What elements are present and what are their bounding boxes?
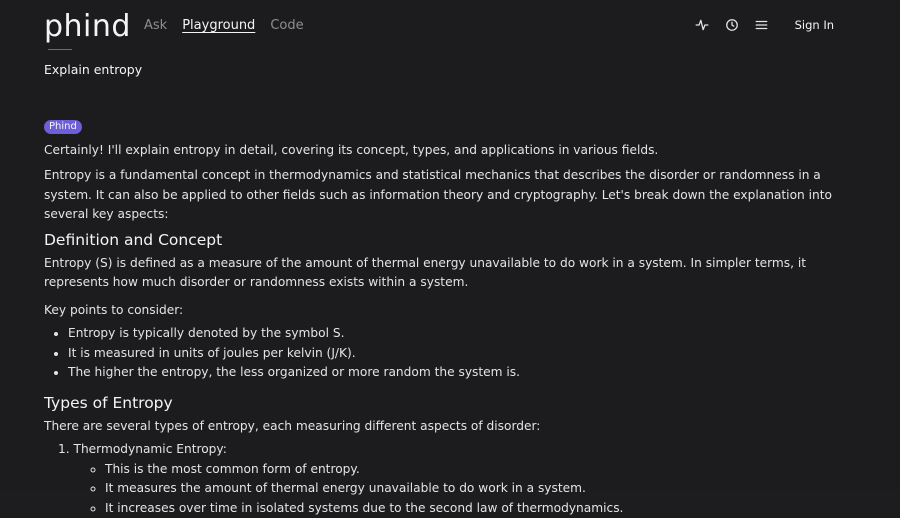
logo-underline bbox=[48, 49, 72, 50]
answer-overview: Entropy is a fundamental concept in thermodynamics and statistical mechanics that describes the disorder or randomness in a system. It can also be applied to other fields such as information theory and cryptography. Let's break down the explanation into several key aspects: bbox=[44, 166, 856, 225]
definition-text: Entropy (S) is defined as a measure of the amount of thermal energy unavailable to do work in a system. In simpler terms, it represents how much disorder or randomness exists within a system. bbox=[44, 254, 856, 293]
menu-icon[interactable] bbox=[753, 16, 771, 34]
list-item: • Entropy is typically denoted by the symbol S. bbox=[68, 324, 856, 344]
clock-icon[interactable] bbox=[723, 16, 741, 34]
type-title: 1. Thermodynamic Entropy: bbox=[58, 442, 227, 456]
key-points-list bbox=[44, 324, 856, 383]
list-item: ◦ It increases over time in isolated systems due to the second law of thermodynamics. bbox=[105, 499, 856, 518]
section-heading-types: Types of Entropy bbox=[44, 393, 856, 413]
nav-ask[interactable]: Ask bbox=[144, 17, 167, 35]
header-actions bbox=[693, 16, 834, 34]
user-question: Explain entropy bbox=[44, 60, 856, 80]
list-item: • The higher the entropy, the less organized or more random the system is. bbox=[68, 363, 856, 383]
activity-icon[interactable] bbox=[693, 16, 711, 34]
key-points-label: Key points to consider: bbox=[44, 301, 856, 321]
header bbox=[0, 0, 900, 52]
phind-answer-badge: Phind bbox=[44, 120, 82, 134]
nav-code[interactable]: Code bbox=[270, 17, 303, 35]
section-heading-definition: Definition and Concept bbox=[44, 230, 856, 250]
phind-logo[interactable]: phind bbox=[44, 8, 131, 46]
answer-intro: Certainly! I'll explain entropy in detail, covering its concept, types, and applications in various fields. bbox=[44, 141, 856, 161]
types-intro: There are several types of entropy, each measuring different aspects of disorder: bbox=[44, 417, 856, 437]
list-item: ◦ This is the most common form of entropy. bbox=[105, 460, 856, 480]
list-item: • It is measured in units of joules per kelvin (J/K). bbox=[68, 344, 856, 364]
nav-playground[interactable]: Playground bbox=[182, 17, 255, 35]
type-points-list bbox=[58, 460, 856, 518]
sign-in-button[interactable]: Sign In bbox=[795, 18, 834, 32]
list-item bbox=[58, 440, 856, 518]
main-nav bbox=[144, 17, 304, 35]
types-list bbox=[44, 440, 856, 518]
conversation bbox=[44, 60, 856, 518]
list-item: ◦ It measures the amount of thermal energy unavailable to do work in a system. bbox=[105, 479, 856, 499]
